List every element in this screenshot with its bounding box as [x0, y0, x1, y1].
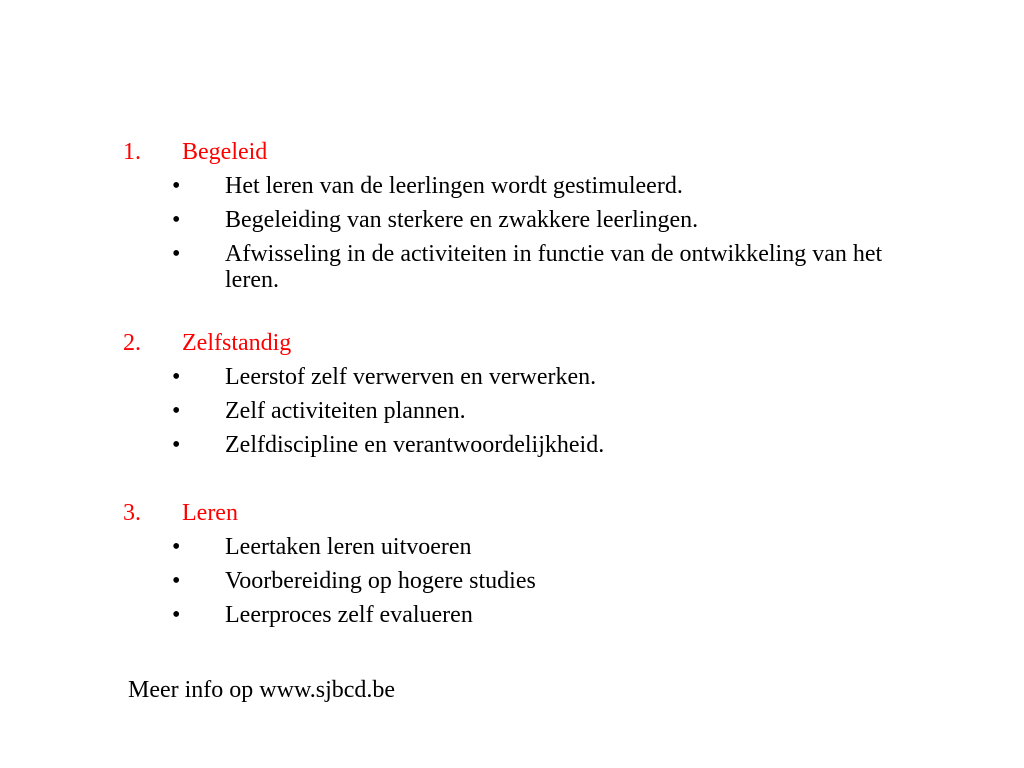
list-item-text: Zelfdiscipline en verantwoordelijkheid.: [225, 432, 605, 458]
bullet-icon: •: [172, 568, 181, 594]
bullet-icon: •: [172, 534, 181, 560]
bullet-icon: •: [172, 173, 181, 199]
list-item-text: Het leren van de leerlingen wordt gestimuleerd.: [225, 173, 683, 199]
bullet-icon: •: [172, 241, 181, 267]
section-title: Leren: [182, 500, 238, 526]
list-item: [172, 602, 932, 628]
list-item-text: Leerstof zelf verwerven en verwerken.: [225, 364, 597, 390]
list-item: [172, 432, 932, 458]
list-item: [172, 568, 932, 594]
list-item-text: Zelf activiteiten plannen.: [225, 398, 466, 424]
list-item: [172, 534, 932, 560]
section-number: 2.: [123, 330, 141, 356]
list-item-text: Leerproces zelf evalueren: [225, 602, 473, 628]
bullet-icon: •: [172, 398, 181, 424]
list-item-text: Afwisseling in de activiteiten in functie van de ontwikkeling van het leren.: [225, 241, 883, 293]
section-number: 3.: [123, 500, 141, 526]
section-title: Begeleid: [182, 139, 268, 165]
bullet-icon: •: [172, 207, 181, 233]
list-item-text: Voorbereiding op hogere studies: [225, 568, 536, 594]
bullet-icon: •: [172, 432, 181, 458]
section-number: 1.: [123, 139, 141, 165]
list-item-text: Begeleiding van sterkere en zwakkere leerlingen.: [225, 207, 699, 233]
bullet-icon: •: [172, 364, 181, 390]
list-item-text: Leertaken leren uitvoeren: [225, 534, 472, 560]
list-item: [172, 207, 932, 233]
list-item: [172, 173, 932, 199]
footer-info: Meer info op www.sjbcd.be: [128, 677, 396, 703]
list-item: [172, 241, 932, 293]
section-title: Zelfstandig: [182, 330, 292, 356]
list-item: [172, 364, 932, 390]
list-item: [172, 398, 932, 424]
bullet-icon: •: [172, 602, 181, 628]
